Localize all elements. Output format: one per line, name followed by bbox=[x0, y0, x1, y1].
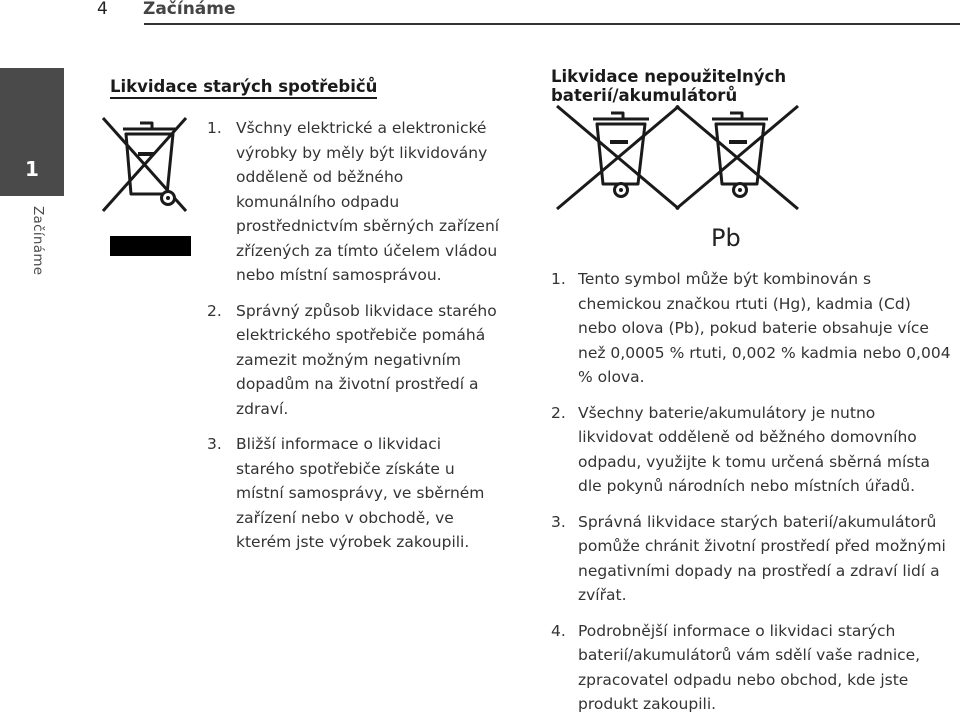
item-text: Podrobnější informace o likvidaci starých baterií/akumulátorů vám sdělí vaše radnice, zpracovatel odpadu nebo obchod, kde jste produkt zakoupili. bbox=[578, 621, 921, 713]
item-text: Tento symbol může být kombinován s chemickou značkou rtuti (Hg), kadmia (Cd) nebo olova (Pb), pokud baterie obsahuje více než 0,0005 % rtuti, 0,002 % kadmia nebo 0,004 % olova. bbox=[578, 270, 951, 386]
crossed-out-wheelie-bin-icon bbox=[553, 104, 683, 212]
list-item bbox=[551, 619, 956, 717]
chapter-tab-number: 1 bbox=[25, 157, 39, 181]
list-item bbox=[207, 432, 507, 555]
item-text: Správný způsob likvidace starého elektrického spotřebiče pomáhá zamezit možným negativním dopadům na životní prostředí a zdraví. bbox=[236, 301, 497, 418]
page-number: 4 bbox=[97, 0, 108, 19]
item-text: Bližší informace o likvidaci starého spotřebiče získáte u místní samosprávy, ve sběrném zařízení nebo v obchodě, ve kterém jste výrobek zakoupili. bbox=[236, 435, 485, 551]
item-number: 3. bbox=[551, 512, 566, 531]
item-text: Všchny elektrické a elektronické výrobky by měly být likvidovány odděleně od běžného komunálního odpadu prostřednictvím sběrných zařízení zřízených za tímto účelem vládou nebo místní samosprávou. bbox=[236, 119, 500, 284]
item-number: 2. bbox=[207, 301, 222, 320]
chapter-tab-label: Začínáme bbox=[30, 206, 46, 276]
lead-symbol-label: Pb bbox=[711, 224, 741, 252]
chapter-title: Začínáme bbox=[143, 0, 236, 19]
crossed-out-wheelie-bin-icon bbox=[100, 114, 192, 260]
appliance-disposal-list bbox=[207, 116, 507, 566]
item-number: 2. bbox=[551, 403, 566, 422]
item-number: 1. bbox=[207, 119, 222, 137]
section-title-batteries: Likvidace nepoužitelných baterií/akumulátorů bbox=[551, 67, 787, 105]
battery-disposal-list bbox=[551, 267, 956, 728]
item-text: Správná likvidace starých baterií/akumulátorů pomůže chránit životní prostředí před možnými negativními dopady na prostředí a zdraví lidí a zvířat. bbox=[578, 512, 946, 604]
list-item bbox=[551, 401, 956, 499]
crossed-out-wheelie-bin-icon bbox=[672, 104, 802, 212]
section-title-appliances: Likvidace starých spotřebičů bbox=[110, 77, 377, 99]
header-rule bbox=[144, 23, 960, 25]
item-text: Všechny baterie/akumulátory je nutno likvidovat odděleně od běžného domovního odpadu, využijte k tomu určená sběrná místa dle pokynů národních nebo místních úřadů. bbox=[578, 403, 930, 495]
list-item bbox=[551, 267, 956, 390]
list-item bbox=[207, 116, 507, 288]
list-item bbox=[551, 510, 956, 608]
item-number: 4. bbox=[551, 621, 566, 640]
list-item bbox=[207, 299, 507, 422]
item-number: 1. bbox=[551, 270, 566, 288]
page-header bbox=[0, 0, 960, 26]
item-number: 3. bbox=[207, 435, 222, 453]
